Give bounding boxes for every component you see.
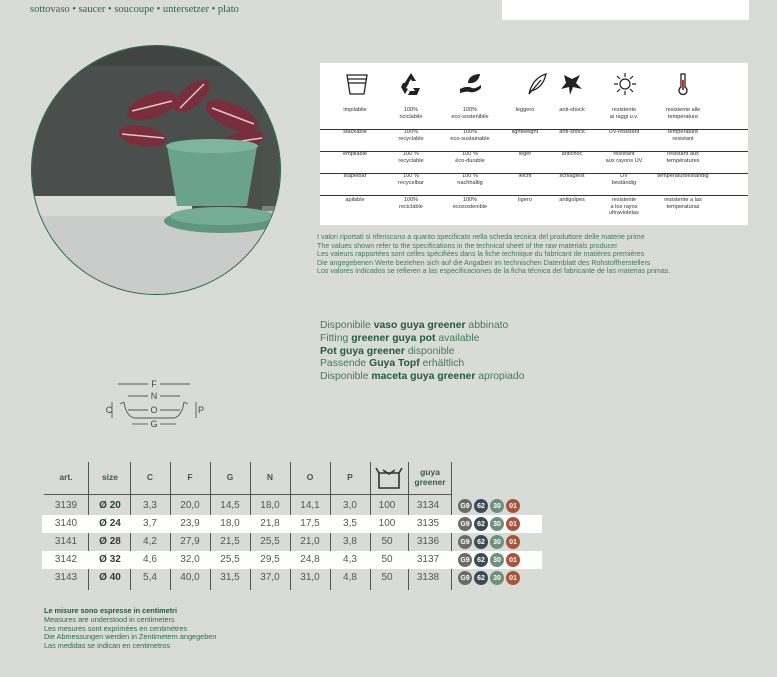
color-dot: G9 (458, 571, 472, 585)
color-dot: 30 (490, 517, 504, 531)
color-dot: G9 (458, 535, 472, 549)
dim-label-g: G (150, 419, 158, 429)
note-line: The values shown refer to the specifications in the technical sheet of the raw materials producer (317, 241, 618, 250)
color-dot: 30 (490, 499, 504, 513)
color-codes (458, 499, 520, 513)
recycle-icon (398, 71, 424, 97)
spec-row-fr: empilable 100 % recyclable 100 % éco-durable léger antichoc résistant aux rayons UV résistant aux températures (320, 151, 748, 174)
measure-line: Die Abmessungen werden in Zentimetern angegeben (44, 632, 217, 642)
color-dot: 62 (474, 571, 488, 585)
features-table (320, 63, 748, 225)
note-line: Les valeurs rapportées sont celles spécifiées dans la fiche technique du fabricant de matières premières (317, 250, 645, 259)
dim-label-f: F (151, 379, 157, 389)
col-o: O (306, 472, 314, 482)
col-g: G (226, 472, 234, 482)
color-dot: 01 (506, 517, 520, 531)
color-codes (458, 553, 520, 567)
col-size: size (101, 472, 119, 482)
box-quantity-icon (374, 464, 404, 490)
availability-text (320, 320, 524, 384)
color-dot: 62 (474, 517, 488, 531)
dim-label-o: O (150, 405, 158, 415)
category-line: sottovaso • saucer • soucoupe • untersetzer • plato (30, 4, 239, 15)
product-photo (31, 45, 281, 295)
spec-row-it: impilabile 100% riciclabile 100% eco-sostenibile leggero anti-shock resistente ai raggi u.v. resistente alle temperature (320, 107, 748, 130)
color-dot: 01 (506, 535, 520, 549)
table-row: 3141 Ø 28 4,2 27,9 21,5 25,5 21,0 3,8 50 3136 G9 62 30 01 (42, 533, 542, 551)
note-line: I valori riportati si riferiscono a quanto specificato nella scheda tecnica del produttore delle materie prime (317, 233, 645, 241)
dim-label-p: P (197, 405, 205, 415)
color-dot: 62 (474, 535, 488, 549)
shock-icon (560, 71, 586, 97)
feather-icon (524, 71, 550, 97)
table-row: 3142 Ø 32 4,6 32,0 25,5 29,5 24,8 4,3 50 3137 G9 62 30 01 (42, 551, 542, 569)
color-codes (458, 571, 520, 585)
avail-line: Passende Guya Topf erhältlich (320, 358, 465, 370)
measure-line: Measures are understood in centimeters (44, 614, 175, 624)
color-dot: 01 (506, 571, 520, 585)
table-row: 3140 Ø 24 3,7 23,9 18,0 21,8 17,5 3,5 100 3135 G9 62 30 01 (42, 515, 542, 533)
stacking-pots-icon (344, 71, 370, 97)
col-c: C (146, 472, 154, 482)
color-dot: 30 (490, 535, 504, 549)
col-pack (370, 460, 408, 494)
color-dot: 30 (490, 571, 504, 585)
saucer-dimension-diagram (104, 378, 214, 434)
avail-line: Fitting greener guya pot available (320, 332, 480, 344)
spec-row-es: apilable 100% reciclable 100% ecosostenible ligero antigolpes resistente a los rayos ultravioletas resistente a las temperaturas (345, 197, 702, 216)
note-line: Los valores indicados se refieren a las especificaciones de la ficha técnica del fabricante de las materias primas. (317, 267, 671, 276)
color-dot: G9 (458, 499, 472, 513)
measures-note (44, 607, 216, 651)
color-dot: 30 (490, 553, 504, 567)
measure-line: Le misure sono espresse in centimetri (44, 606, 178, 615)
dim-label-c: C (105, 405, 113, 415)
measure-line: Las medidas se indican en centimetros (44, 641, 171, 651)
color-dot: 01 (506, 553, 520, 567)
col-n: N (266, 472, 274, 482)
table-row: 3139 Ø 20 3,3 20,0 14,5 18,0 14,1 3,0 100 3134 G9 62 30 01 (42, 497, 542, 515)
note-line: Die angegebenen Werte beziehen sich auf die Angaben im technischen Datenblatt des Rohstoffherstellers (317, 258, 651, 267)
table-row: 3143 Ø 40 5,4 40,0 31,5 37,0 31,0 4,8 50 3138 G9 62 30 01 (42, 569, 542, 587)
col-p: P (347, 472, 353, 482)
color-dot: 62 (474, 499, 488, 513)
color-dot: 62 (474, 553, 488, 567)
hand-leaf-icon (458, 71, 484, 97)
avail-line: Pot guya greener disponible (320, 345, 455, 357)
avail-line: Disponibile vaso guya greener abbinato (320, 320, 509, 331)
avail-line: Disponible maceta guya greener apropiado (320, 371, 525, 383)
col-f: F (187, 472, 193, 482)
color-codes (458, 535, 520, 549)
dim-label-n: N (150, 391, 158, 401)
col-guya-greener: guya greener (414, 467, 446, 487)
measure-line: Les mesures sont exprimées en centimètres (44, 623, 188, 633)
spec-row-en: stackable 100% recyclable 100% eco-sustainable lightweight anti-shock UV-resistant temperature resistant (320, 129, 748, 152)
color-dot: G9 (458, 553, 472, 567)
col-art: art. (59, 472, 73, 482)
thermometer-icon (670, 71, 696, 97)
color-dot: 01 (506, 499, 520, 513)
spec-notes (317, 233, 670, 276)
color-dot: G9 (458, 517, 472, 531)
color-codes (458, 517, 520, 531)
sun-icon (612, 71, 638, 97)
spec-row-de: stapelbar 100 % recycelbar 100 % nachhaltig leicht schlagfest UV beständig temperaturbeständig (320, 173, 748, 196)
top-white-box (502, 0, 749, 20)
